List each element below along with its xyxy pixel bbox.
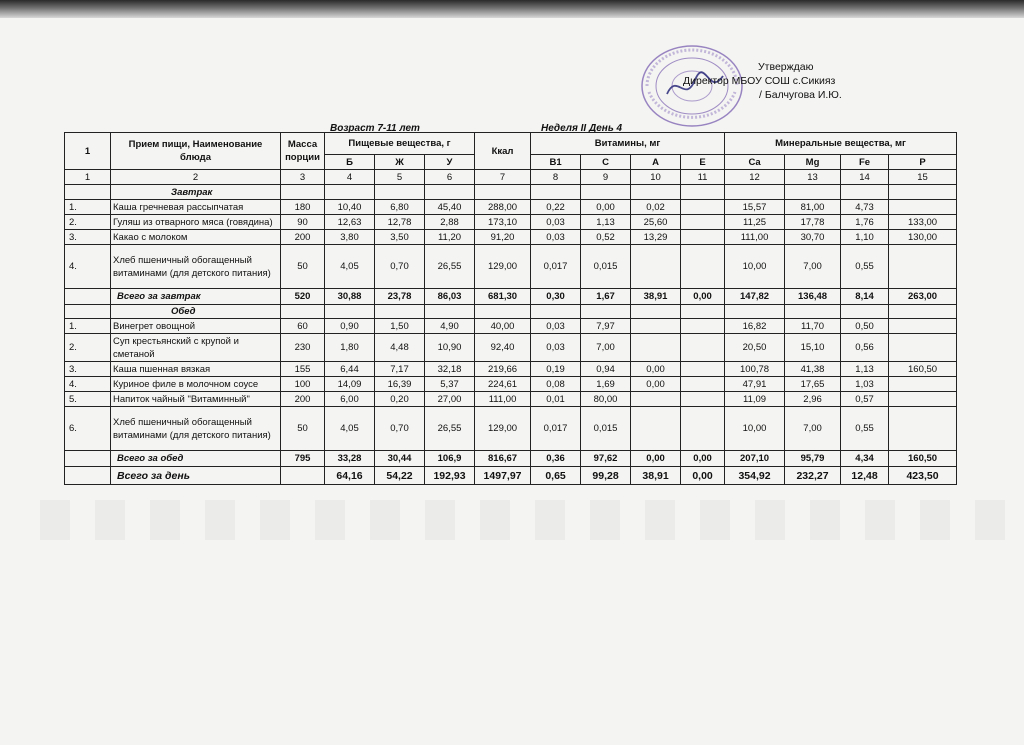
section-title-breakfast: Завтрак	[111, 185, 281, 200]
cell-e	[681, 230, 725, 245]
cell-e	[681, 377, 725, 392]
cell-p: 160,50	[889, 362, 957, 377]
cell-p: 133,00	[889, 215, 957, 230]
cell-mass: 50	[281, 407, 325, 451]
cell-ca: 111,00	[725, 230, 785, 245]
header-row-1	[65, 133, 957, 155]
empty-cell	[889, 305, 957, 319]
cell-u: 26,55	[425, 245, 475, 289]
empty-cell	[841, 185, 889, 200]
col-minerals-header: Минеральные вещества, мг	[725, 133, 957, 155]
empty-cell	[725, 305, 785, 319]
cell-n: 2.	[65, 215, 111, 230]
cell-fe: 1,03	[841, 377, 889, 392]
col-nutrients-header: Пищевые вещества, г	[325, 133, 475, 155]
cell-p	[889, 334, 957, 362]
food-row	[65, 334, 957, 362]
col-c-header: С	[581, 155, 631, 170]
cell-zh: 0,70	[375, 245, 425, 289]
col-number: 1	[65, 170, 111, 185]
cell-a: 25,60	[631, 215, 681, 230]
cell-p	[889, 245, 957, 289]
cell-e	[681, 245, 725, 289]
cell-zh: 7,17	[375, 362, 425, 377]
total-c: 99,28	[581, 467, 631, 485]
empty-cell	[325, 185, 375, 200]
empty-cell	[425, 185, 475, 200]
empty-cell	[681, 305, 725, 319]
col-u-header: У	[425, 155, 475, 170]
lunch-rows	[65, 319, 957, 451]
cell-b1: 0,22	[531, 200, 581, 215]
cell-mg: 41,38	[785, 362, 841, 377]
cell-kcal: 129,00	[475, 245, 531, 289]
col-b-header: Б	[325, 155, 375, 170]
menu-table	[64, 132, 957, 485]
empty-cell	[631, 305, 681, 319]
cell-c: 7,97	[581, 319, 631, 334]
cell-e	[681, 334, 725, 362]
cell-c: 1,69	[581, 377, 631, 392]
cell-name: Напиток чайный "Витаминный"	[111, 392, 281, 407]
cell-b: 4,05	[325, 407, 375, 451]
cell-e	[681, 319, 725, 334]
cell-mg: 17,65	[785, 377, 841, 392]
cell-a	[631, 319, 681, 334]
cell-c: 7,00	[581, 334, 631, 362]
total-p: 423,50	[889, 467, 957, 485]
empty-cell	[425, 305, 475, 319]
cell-name: Гуляш из отварного мяса (говядина)	[111, 215, 281, 230]
cell-ca: 16,82	[725, 319, 785, 334]
cell-b: 1,80	[325, 334, 375, 362]
cell-a	[631, 392, 681, 407]
total-ca: 207,10	[725, 451, 785, 467]
empty-cell	[65, 305, 111, 319]
total-p: 263,00	[889, 289, 957, 305]
food-row	[65, 407, 957, 451]
cell-fe: 0,55	[841, 245, 889, 289]
total-u: 106,9	[425, 451, 475, 467]
cell-b1: 0,03	[531, 230, 581, 245]
cell-b: 12,63	[325, 215, 375, 230]
total-b: 64,16	[325, 467, 375, 485]
approval-line-1: Утверждаю	[758, 61, 814, 73]
cell-u: 45,40	[425, 200, 475, 215]
col-number: 2	[111, 170, 281, 185]
cell-p	[889, 392, 957, 407]
col-number: 5	[375, 170, 425, 185]
empty-cell	[65, 289, 111, 305]
cell-mass: 50	[281, 245, 325, 289]
section-row-lunch	[65, 305, 957, 319]
scan-artifacts	[40, 500, 1020, 540]
cell-n: 4.	[65, 377, 111, 392]
cell-p: 130,00	[889, 230, 957, 245]
cell-n: 1.	[65, 319, 111, 334]
cell-fe: 0,56	[841, 334, 889, 362]
cell-c: 0,00	[581, 200, 631, 215]
empty-cell	[725, 185, 785, 200]
total-zh: 54,22	[375, 467, 425, 485]
empty-cell	[531, 185, 581, 200]
cell-b1: 0,03	[531, 215, 581, 230]
cell-mass: 200	[281, 392, 325, 407]
empty-cell	[841, 305, 889, 319]
cell-zh: 4,48	[375, 334, 425, 362]
cell-kcal: 111,00	[475, 392, 531, 407]
cell-name: Какао с молоком	[111, 230, 281, 245]
col-number: 11	[681, 170, 725, 185]
week-day: Неделя II День 4	[541, 123, 623, 134]
breakfast-rows	[65, 200, 957, 289]
cell-e	[681, 362, 725, 377]
cell-kcal: 288,00	[475, 200, 531, 215]
total-p: 160,50	[889, 451, 957, 467]
cell-a	[631, 407, 681, 451]
empty-cell	[65, 185, 111, 200]
col-mass-header: Масса порции	[281, 133, 325, 170]
cell-zh: 0,20	[375, 392, 425, 407]
cell-mg: 11,70	[785, 319, 841, 334]
cell-fe: 0,50	[841, 319, 889, 334]
cell-ca: 10,00	[725, 407, 785, 451]
empty-cell	[475, 305, 531, 319]
day-total-row	[65, 467, 957, 485]
cell-b: 3,80	[325, 230, 375, 245]
lunch-total-row	[65, 451, 957, 467]
cell-c: 1,13	[581, 215, 631, 230]
col-b1-header: В1	[531, 155, 581, 170]
empty-cell	[631, 185, 681, 200]
cell-b1: 0,01	[531, 392, 581, 407]
cell-b1: 0,08	[531, 377, 581, 392]
empty-cell	[375, 305, 425, 319]
col-number: 6	[425, 170, 475, 185]
cell-fe: 1,10	[841, 230, 889, 245]
cell-name: Каша пшенная вязкая	[111, 362, 281, 377]
cell-zh: 12,78	[375, 215, 425, 230]
cell-mg: 17,78	[785, 215, 841, 230]
cell-n: 6.	[65, 407, 111, 451]
food-row	[65, 392, 957, 407]
empty-cell	[889, 185, 957, 200]
col-number: 12	[725, 170, 785, 185]
cell-b1: 0,03	[531, 319, 581, 334]
cell-kcal: 129,00	[475, 407, 531, 451]
empty-cell	[325, 305, 375, 319]
cell-u: 27,00	[425, 392, 475, 407]
cell-u: 2,88	[425, 215, 475, 230]
scan-edge	[0, 0, 1024, 18]
cell-ca: 47,91	[725, 377, 785, 392]
cell-a: 13,29	[631, 230, 681, 245]
col-number: 15	[889, 170, 957, 185]
cell-a: 0,02	[631, 200, 681, 215]
cell-b1: 0,017	[531, 407, 581, 451]
empty-cell	[281, 305, 325, 319]
food-row	[65, 377, 957, 392]
food-row	[65, 319, 957, 334]
cell-mass: 90	[281, 215, 325, 230]
col-number: 8	[531, 170, 581, 185]
food-row	[65, 230, 957, 245]
total-u: 192,93	[425, 467, 475, 485]
cell-ca: 100,78	[725, 362, 785, 377]
cell-p	[889, 407, 957, 451]
cell-fe: 1,13	[841, 362, 889, 377]
empty-cell	[475, 185, 531, 200]
col-number: 14	[841, 170, 889, 185]
col-zh-header: Ж	[375, 155, 425, 170]
cell-name: Хлеб пшеничный обогащенный витаминами (для детского питания)	[111, 245, 281, 289]
empty-cell	[281, 185, 325, 200]
approval-block	[683, 60, 842, 102]
cell-u: 4,90	[425, 319, 475, 334]
col-e-header: Е	[681, 155, 725, 170]
col-p-header: P	[889, 155, 957, 170]
total-e: 0,00	[681, 451, 725, 467]
cell-ca: 11,09	[725, 392, 785, 407]
cell-b: 0,90	[325, 319, 375, 334]
col-number: 7	[475, 170, 531, 185]
cell-kcal: 219,66	[475, 362, 531, 377]
cell-n: 1.	[65, 200, 111, 215]
cell-a: 0,00	[631, 377, 681, 392]
total-a: 0,00	[631, 451, 681, 467]
cell-mass: 100	[281, 377, 325, 392]
cell-u: 26,55	[425, 407, 475, 451]
total-b: 30,88	[325, 289, 375, 305]
cell-mg: 15,10	[785, 334, 841, 362]
food-row	[65, 362, 957, 377]
cell-b: 4,05	[325, 245, 375, 289]
cell-mg: 30,70	[785, 230, 841, 245]
cell-c: 0,015	[581, 245, 631, 289]
cell-b1: 0,19	[531, 362, 581, 377]
total-ca: 147,82	[725, 289, 785, 305]
cell-mass: 230	[281, 334, 325, 362]
cell-fe: 1,76	[841, 215, 889, 230]
total-mg: 136,48	[785, 289, 841, 305]
cell-c: 80,00	[581, 392, 631, 407]
col-number: 4	[325, 170, 375, 185]
cell-mass: 180	[281, 200, 325, 215]
cell-a	[631, 334, 681, 362]
cell-u: 32,18	[425, 362, 475, 377]
food-row	[65, 215, 957, 230]
total-b1: 0,30	[531, 289, 581, 305]
cell-a	[631, 245, 681, 289]
cell-b: 10,40	[325, 200, 375, 215]
total-mass: 795	[281, 451, 325, 467]
cell-name: Винегрет овощной	[111, 319, 281, 334]
cell-mg: 7,00	[785, 245, 841, 289]
total-b1: 0,65	[531, 467, 581, 485]
lunch-total-label: Всего за обед	[111, 451, 281, 467]
total-zh: 23,78	[375, 289, 425, 305]
cell-b: 6,00	[325, 392, 375, 407]
cell-fe: 4,73	[841, 200, 889, 215]
empty-cell	[375, 185, 425, 200]
cell-u: 11,20	[425, 230, 475, 245]
empty-cell	[581, 185, 631, 200]
total-mg: 95,79	[785, 451, 841, 467]
cell-mg: 7,00	[785, 407, 841, 451]
cell-kcal: 224,61	[475, 377, 531, 392]
col-no-header: 1	[65, 133, 111, 170]
cell-b1: 0,03	[531, 334, 581, 362]
total-fe: 12,48	[841, 467, 889, 485]
section-row-breakfast	[65, 185, 957, 200]
col-fe-header: Fe	[841, 155, 889, 170]
approval-line-2: Директор МБОУ СОШ с.Сикияз	[683, 75, 836, 87]
cell-kcal: 92,40	[475, 334, 531, 362]
col-kcal-header: Ккал	[475, 133, 531, 170]
cell-b1: 0,017	[531, 245, 581, 289]
empty-cell	[65, 467, 111, 485]
empty-cell	[65, 451, 111, 467]
cell-name: Хлеб пшеничный обогащенный витаминами (для детского питания)	[111, 407, 281, 451]
total-e: 0,00	[681, 289, 725, 305]
empty-cell	[531, 305, 581, 319]
total-fe: 4,34	[841, 451, 889, 467]
total-mg: 232,27	[785, 467, 841, 485]
cell-n: 4.	[65, 245, 111, 289]
cell-p	[889, 319, 957, 334]
total-c: 97,62	[581, 451, 631, 467]
col-ca-header: Ca	[725, 155, 785, 170]
cell-zh: 3,50	[375, 230, 425, 245]
col-vitamins-header: Витамины, мг	[531, 133, 725, 155]
cell-u: 10,90	[425, 334, 475, 362]
cell-name: Куриное филе в молочном соусе	[111, 377, 281, 392]
breakfast-total-row	[65, 289, 957, 305]
food-row	[65, 245, 957, 289]
age-group: Возраст 7-11 лет	[330, 123, 420, 134]
cell-n: 5.	[65, 392, 111, 407]
cell-u: 5,37	[425, 377, 475, 392]
cell-p	[889, 200, 957, 215]
cell-zh: 6,80	[375, 200, 425, 215]
empty-cell	[581, 305, 631, 319]
col-number: 13	[785, 170, 841, 185]
total-b: 33,28	[325, 451, 375, 467]
cell-name: Суп крестьянский с крупой и сметаной	[111, 334, 281, 362]
cell-c: 0,94	[581, 362, 631, 377]
total-mass: 520	[281, 289, 325, 305]
cell-e	[681, 215, 725, 230]
cell-zh: 16,39	[375, 377, 425, 392]
total-kcal: 681,30	[475, 289, 531, 305]
cell-p	[889, 377, 957, 392]
section-title-lunch: Обед	[111, 305, 281, 319]
total-mass	[281, 467, 325, 485]
cell-e	[681, 392, 725, 407]
breakfast-total-label: Всего за завтрак	[111, 289, 281, 305]
cell-a: 0,00	[631, 362, 681, 377]
empty-cell	[681, 185, 725, 200]
total-c: 1,67	[581, 289, 631, 305]
total-b1: 0,36	[531, 451, 581, 467]
cell-ca: 11,25	[725, 215, 785, 230]
cell-zh: 1,50	[375, 319, 425, 334]
food-row	[65, 200, 957, 215]
col-a-header: А	[631, 155, 681, 170]
empty-cell	[785, 185, 841, 200]
col-name-header: Прием пищи, Наименование блюда	[111, 133, 281, 170]
cell-ca: 10,00	[725, 245, 785, 289]
cell-mass: 60	[281, 319, 325, 334]
cell-b: 6,44	[325, 362, 375, 377]
cell-zh: 0,70	[375, 407, 425, 451]
cell-kcal: 173,10	[475, 215, 531, 230]
total-u: 86,03	[425, 289, 475, 305]
cell-fe: 0,57	[841, 392, 889, 407]
cell-e	[681, 200, 725, 215]
total-zh: 30,44	[375, 451, 425, 467]
total-fe: 8,14	[841, 289, 889, 305]
cell-ca: 15,57	[725, 200, 785, 215]
cell-name: Каша гречневая рассыпчатая	[111, 200, 281, 215]
total-a: 38,91	[631, 289, 681, 305]
column-numbers-row	[65, 170, 957, 185]
cell-kcal: 40,00	[475, 319, 531, 334]
total-kcal: 1497,97	[475, 467, 531, 485]
cell-n: 3.	[65, 230, 111, 245]
day-total-label: Всего за день	[111, 467, 281, 485]
cell-kcal: 91,20	[475, 230, 531, 245]
total-kcal: 816,67	[475, 451, 531, 467]
col-number: 9	[581, 170, 631, 185]
cell-ca: 20,50	[725, 334, 785, 362]
cell-mg: 2,96	[785, 392, 841, 407]
cell-c: 0,52	[581, 230, 631, 245]
total-a: 38,91	[631, 467, 681, 485]
total-ca: 354,92	[725, 467, 785, 485]
total-e: 0,00	[681, 467, 725, 485]
col-number: 3	[281, 170, 325, 185]
empty-cell	[785, 305, 841, 319]
approval-line-3: / Балчугова И.Ю.	[759, 89, 842, 101]
cell-b: 14,09	[325, 377, 375, 392]
col-mg-header: Mg	[785, 155, 841, 170]
cell-e	[681, 407, 725, 451]
cell-mass: 155	[281, 362, 325, 377]
col-number: 10	[631, 170, 681, 185]
cell-c: 0,015	[581, 407, 631, 451]
cell-mg: 81,00	[785, 200, 841, 215]
cell-n: 2.	[65, 334, 111, 362]
cell-mass: 200	[281, 230, 325, 245]
cell-fe: 0,55	[841, 407, 889, 451]
cell-n: 3.	[65, 362, 111, 377]
